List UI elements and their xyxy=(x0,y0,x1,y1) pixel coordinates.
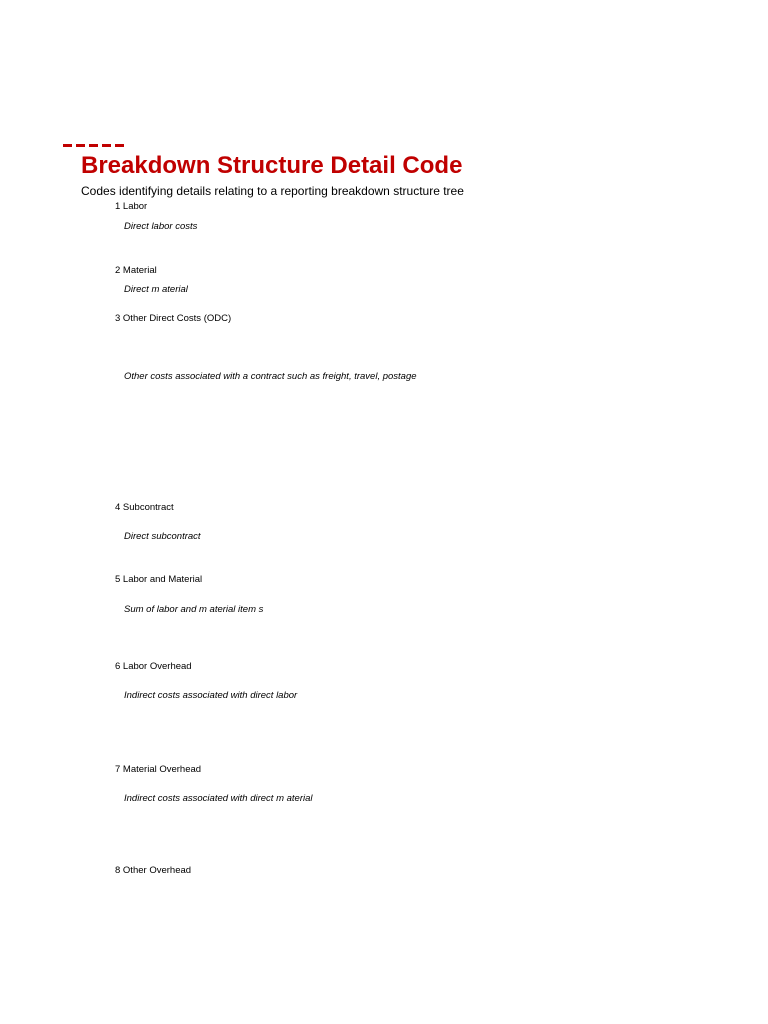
code-description-labor: Direct labor costs xyxy=(124,221,198,232)
code-label-labor: 1 Labor xyxy=(115,201,148,212)
dash-mark xyxy=(115,144,124,147)
dash-mark xyxy=(102,144,111,147)
dash-mark xyxy=(63,144,72,147)
code-description-labor-and-material: Sum of labor and m aterial item s xyxy=(124,604,264,615)
code-label-odc: 3 Other Direct Costs (ODC) xyxy=(115,313,232,324)
header-dash-rule xyxy=(63,144,124,147)
code-label-labor-and-material: 5 Labor and Material xyxy=(115,574,203,585)
dash-mark xyxy=(76,144,85,147)
page-title: Breakdown Structure Detail Code xyxy=(81,152,463,179)
code-description-material: Direct m aterial xyxy=(124,284,188,295)
code-label-material-overhead: 7 Material Overhead xyxy=(115,764,202,775)
code-label-other-overhead: 8 Other Overhead xyxy=(115,865,192,876)
code-label-material: 2 Material xyxy=(115,265,157,276)
dash-mark xyxy=(89,144,98,147)
code-description-subcontract: Direct subcontract xyxy=(124,531,201,542)
code-label-subcontract: 4 Subcontract xyxy=(115,502,174,513)
code-description-material-overhead: Indirect costs associated with direct m aterial xyxy=(124,793,313,804)
page-subtitle: Codes identifying details relating to a reporting breakdown structure tree xyxy=(81,184,464,198)
code-description-labor-overhead: Indirect costs associated with direct labor xyxy=(124,690,298,701)
code-label-labor-overhead: 6 Labor Overhead xyxy=(115,661,192,672)
code-description-odc: Other costs associated with a contract such as freight, travel, postage xyxy=(124,371,417,382)
